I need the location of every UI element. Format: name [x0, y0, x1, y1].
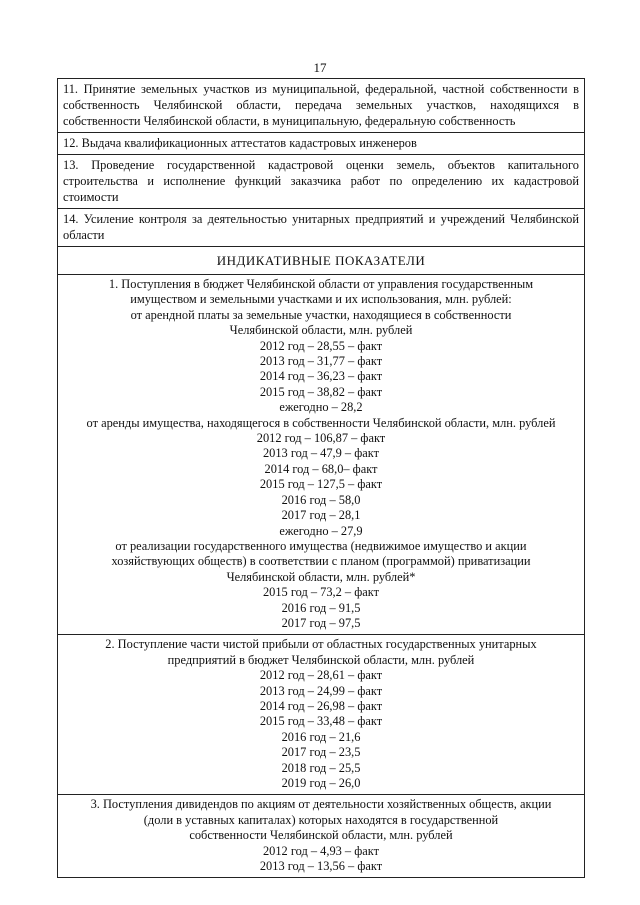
- privatization-title: от реализации государственного имущества (недвижимое имущество и акции хозяйствующих обществ) в соответствии с планом (программой) приватизации Челябинской области, млн. рублей*: [111, 538, 531, 584]
- value-line: 2015 год – 127,5 – факт: [259, 477, 383, 492]
- indicator-2-values: [62, 668, 580, 791]
- land-rent-values: [62, 339, 580, 416]
- value-line: 2017 год – 97,5: [281, 615, 361, 630]
- indicator-1-title: 1. Поступления в бюджет Челябинской области от управления государственным имуществом и земельными участками и их использования, млн. рублей:: [108, 277, 534, 307]
- privatization-values: [62, 585, 580, 631]
- indicator-3-title: 3. Поступления дивидендов по акциям от деятельности хозяйственных обществ, акции (доли в уставных капиталах) которых находятся в государственной собственности Челябинской области, млн. рублей: [90, 797, 552, 843]
- value-line: 2012 год – 28,61 – факт: [259, 668, 383, 683]
- indicator-3-values: [62, 844, 580, 875]
- task-row-12: 12. Выдача квалификационных аттестатов кадастровых инженеров: [58, 133, 584, 155]
- task-row-13: 13. Проведение государственной кадастровой оценки земель, объектов капитального строительства и исполнение функций заказчика работ по определению их кадастровой стоимости: [58, 155, 584, 209]
- value-line: 2014 год – 68,0– факт: [264, 461, 378, 476]
- value-line: 2017 год – 23,5: [281, 745, 361, 760]
- value-line: 2013 год – 13,56 – факт: [259, 859, 383, 874]
- indicators-header: ИНДИКАТИВНЫЕ ПОКАЗАТЕЛИ: [58, 247, 584, 275]
- value-line: 2017 год – 28,1: [281, 508, 361, 523]
- value-line: 2015 год – 38,82 – факт: [259, 384, 383, 399]
- value-line: 2012 год – 28,55 – факт: [259, 338, 383, 353]
- value-line: 2016 год – 91,5: [281, 600, 361, 615]
- value-line: 2013 год – 31,77 – факт: [259, 354, 383, 369]
- value-line: 2016 год – 21,6: [281, 729, 361, 744]
- task-row-14: 14. Усиление контроля за деятельностью унитарных предприятий и учреждений Челябинской области: [58, 209, 584, 247]
- land-rent-title: от арендной платы за земельные участки, находящиеся в собственности Челябинской области, млн. рублей: [130, 307, 512, 338]
- value-line: 2019 год – 26,0: [281, 776, 361, 790]
- value-line: 2015 год – 33,48 – факт: [259, 714, 383, 729]
- indicator-2-title: 2. Поступление части чистой прибыли от областных государственных унитарных предприятий в бюджет Челябинской области, млн. рублей: [105, 637, 537, 667]
- value-line: 2018 год – 25,5: [281, 760, 361, 775]
- value-line: 2013 год – 47,9 – факт: [262, 446, 380, 461]
- task-row-11: 11. Принятие земельных участков из муниципальной, федеральной, частной собственности в собственность Челябинской области, передача земельных участков, находящихся в собственности Челябинской области, в муниципальную, федеральную собственность: [58, 79, 584, 133]
- value-line: 2014 год – 36,23 – факт: [259, 369, 383, 384]
- program-table: [57, 78, 585, 878]
- value-line: 2013 год – 24,99 – факт: [259, 683, 383, 698]
- indicator-3: [58, 795, 584, 877]
- page-number: 17: [313, 60, 327, 75]
- value-line: 2016 год – 58,0: [281, 492, 361, 507]
- value-line: ежегодно – 28,2: [279, 400, 363, 415]
- indicator-1: [58, 275, 584, 635]
- value-line: 2014 год – 26,98 – факт: [259, 698, 383, 713]
- property-rent-values: [62, 431, 580, 539]
- value-line: 2012 год – 4,93 – факт: [262, 843, 380, 858]
- value-line: 2015 год – 73,2 – факт: [262, 585, 380, 600]
- value-line: 2012 год – 106,87 – факт: [256, 431, 386, 446]
- indicator-2: [58, 635, 584, 795]
- property-rent-title: от аренды имущества, находящегося в собственности Челябинской области, млн. рублей: [86, 415, 556, 430]
- value-line: ежегодно – 27,9: [279, 523, 363, 538]
